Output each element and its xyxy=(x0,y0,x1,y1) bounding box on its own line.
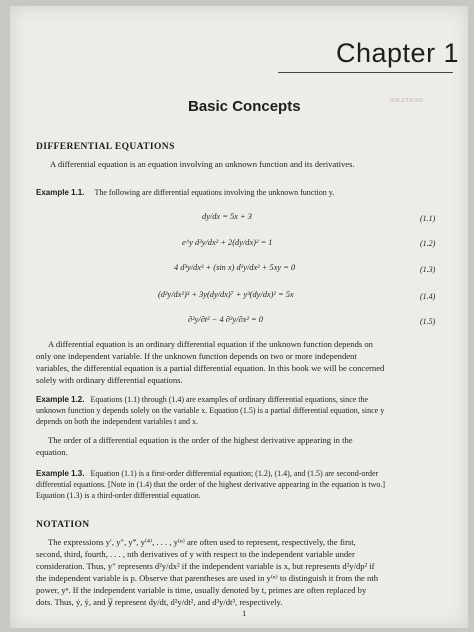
equation-number: (1.3) xyxy=(420,265,436,274)
chapter-rule xyxy=(278,72,453,73)
example-label: Example 1.1. xyxy=(36,188,85,197)
example-line: Equation (1.1) is a first-order differential equation; (1.2), (1.4), and (1.5) are second-order xyxy=(90,469,379,478)
equation-1-4: (d²y/dx²)³ + 3y(dy/dx)⁷ + y³(dy/dx)² = 5x xyxy=(158,290,294,299)
example-line: unknown function y depends solely on the variable x. Equation (1.5) is a partial differential equation, since y xyxy=(36,406,385,415)
example-1-3 xyxy=(36,468,456,501)
ordinary-paragraph xyxy=(36,338,456,386)
paragraph-line: dots. Thus, ẏ, ÿ, and y⃛ represent dy/dt, d²y/dt², and d³y/dt³, respectively. xyxy=(36,597,283,607)
equation-number: (1.4) xyxy=(420,292,436,301)
example-label: Example 1.3. xyxy=(36,469,85,478)
example-1-2 xyxy=(36,394,456,427)
equation-number: (1.1) xyxy=(420,214,436,223)
chapter-title: Basic Concepts xyxy=(188,98,301,115)
equation-1-3: 4 d³y/dx³ + (sin x) d²y/dx² + 5xy = 0 xyxy=(174,263,296,272)
paragraph-line: A differential equation is an ordinary differential equation if the unknown function depends on xyxy=(48,339,373,349)
paragraph-line: the independent variable is p. Observe that parentheses are used in y⁽ⁿ⁾ to distinguish it from the nth xyxy=(36,573,379,583)
equation-1-5: ∂²y/∂t² − 4 ∂²y/∂x² = 0 xyxy=(188,315,263,324)
example-label: Example 1.2. xyxy=(36,395,85,404)
intro-paragraph: A differential equation is an equation involving an unknown function and its derivatives. xyxy=(50,159,355,169)
bleed-through-text: SOLUTIONS xyxy=(390,98,424,104)
notation-paragraph xyxy=(36,536,456,608)
paragraph-line: The order of a differential equation is the order of the highest derivative appearing in the xyxy=(48,435,353,445)
paragraph-line: consideration. Thus, y″ represents d²y/dx² if the independent variable is x, but represents d²y/dp² if xyxy=(36,561,375,571)
chapter-heading: Chapter 1 xyxy=(336,38,460,68)
example-line: Equation (1.3) is a third-order differential equation. xyxy=(36,491,201,500)
page-number: 1 xyxy=(242,608,247,618)
paragraph-line: only one independent variable. If the unknown function depends on two or more independent xyxy=(36,351,357,361)
paragraph-line: solely with ordinary differential equations. xyxy=(36,375,183,385)
paragraph-line: power, yⁿ. If the independent variable is time, usually denoted by t, primes are often replaced by xyxy=(36,585,367,595)
document-page xyxy=(10,6,468,628)
paragraph-line: second, third, fourth, . . . , nth derivatives of y with respect to the independent variable under xyxy=(36,549,355,559)
example-text: The following are differential equations involving the unknown function y. xyxy=(94,188,335,197)
equation-1-1: dy/dx = 5x + 3 xyxy=(202,212,252,221)
example-line: depends on both the independent variables t and x. xyxy=(36,417,198,426)
order-paragraph xyxy=(36,434,456,458)
equation-number: (1.5) xyxy=(420,317,436,326)
paragraph-line: variables, the differential equation is a partial differential equation. In this book we will be concerned xyxy=(36,363,385,373)
example-1-1 xyxy=(36,182,334,200)
example-line: Equations (1.1) through (1.4) are examples of ordinary differential equations, since the xyxy=(90,395,369,404)
paragraph-line: The expressions y′, y″, y‴, y⁽⁴⁾, . . . , y⁽ⁿ⁾ are often used to represent, respectively, the first, xyxy=(48,537,356,547)
equation-1-2: e^y d²y/dx² + 2(dy/dx)² = 1 xyxy=(182,238,273,247)
section-heading-notation: NOTATION xyxy=(36,520,90,530)
paragraph-line: equation. xyxy=(36,447,68,457)
section-heading-differential-equations: DIFFERENTIAL EQUATIONS xyxy=(36,142,175,152)
example-line: differential equations. [Note in (1.4) that the order of the highest derivative appearing in the equation is two.] xyxy=(36,480,386,489)
equation-number: (1.2) xyxy=(420,239,436,248)
